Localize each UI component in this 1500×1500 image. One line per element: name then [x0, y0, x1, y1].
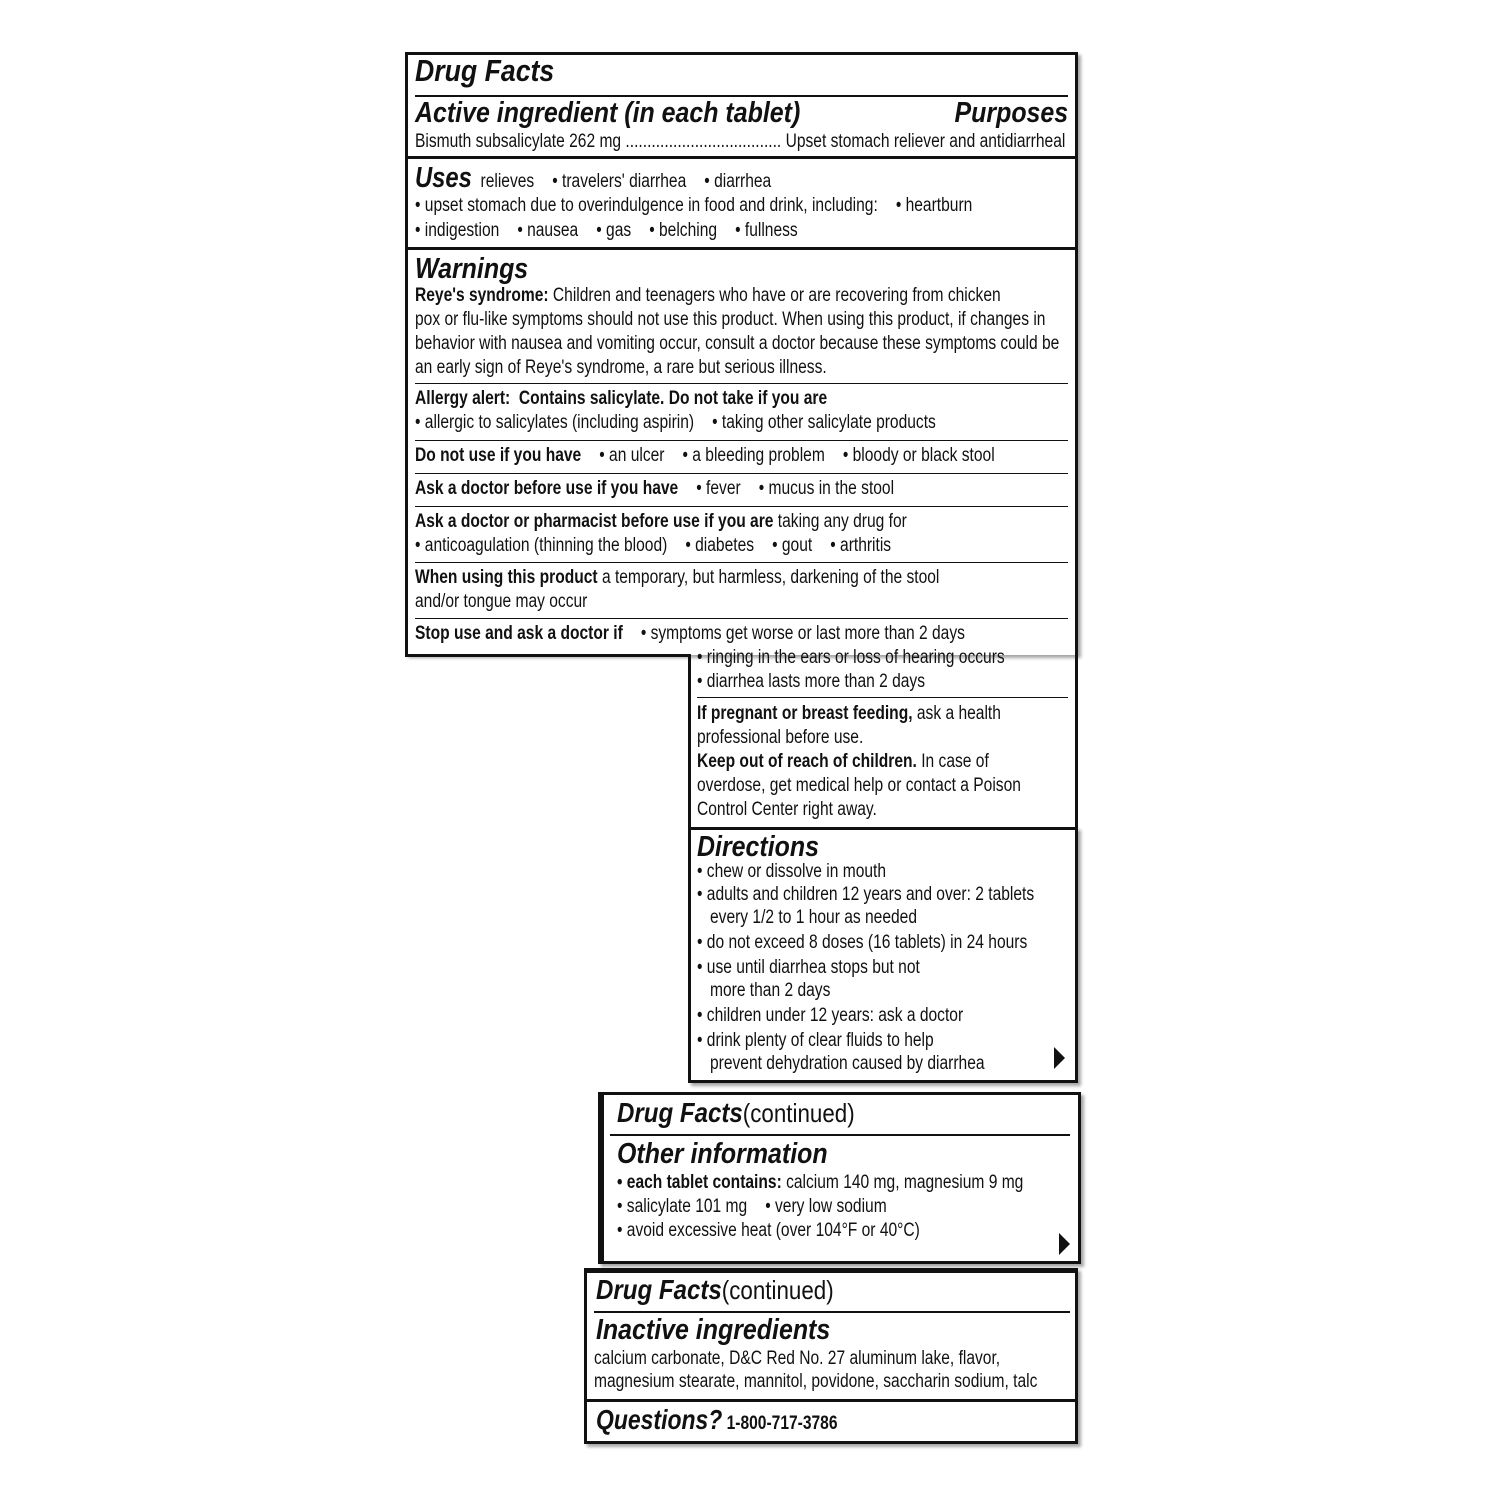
- label: If pregnant or breast feeding,: [697, 703, 913, 724]
- direction-item: • drink plenty of clear fluids to help: [697, 1030, 934, 1051]
- item: • very low sodium: [765, 1196, 887, 1217]
- purpose: Upset stomach reliever and antidiarrheal: [785, 131, 1066, 152]
- item: • salicylate 101 mg: [617, 1196, 748, 1217]
- item: • diabetes: [685, 535, 755, 556]
- label: When using this product: [415, 567, 598, 588]
- active-ingredient-row: [415, 131, 1065, 153]
- questions-line: [596, 1404, 838, 1436]
- item: • anticoagulation (thinning the blood): [415, 535, 668, 556]
- item: • mucus in the stool: [758, 478, 895, 499]
- divider: [584, 1399, 1078, 1402]
- use-item: • fullness: [735, 220, 798, 241]
- keep-out-line: overdose, get medical help or contact a Poison: [697, 775, 1021, 796]
- direction-item: • adults and children 12 years and over: 2 tablets: [697, 884, 1035, 905]
- other-info-line: • avoid excessive heat (over 104°F or 40°C): [617, 1220, 920, 1241]
- text: Allergy alert: Contains salicylate. Do not take if you are: [415, 388, 828, 409]
- text: a temporary, but harmless, darkening of the stool: [597, 567, 940, 588]
- questions-label: Questions?: [596, 1404, 723, 1435]
- ask-doctor-line: [415, 478, 894, 500]
- item: • an ulcer: [599, 445, 665, 466]
- divider: [405, 156, 1078, 159]
- direction-item: • children under 12 years: ask a doctor: [697, 1005, 964, 1026]
- divider: [697, 697, 1068, 698]
- use-item: • belching: [649, 220, 718, 241]
- divider: [415, 506, 1068, 507]
- divider: [610, 1134, 1070, 1136]
- use-item: • travelers' diarrhea: [552, 171, 687, 192]
- use-item: • indigestion: [415, 220, 500, 241]
- when-using-line: and/or tongue may occur: [415, 591, 588, 612]
- label: Stop use and ask a doctor if: [415, 623, 623, 644]
- item: • allergic to salicylates (including aspirin): [415, 412, 695, 433]
- uses-line-3: [415, 220, 798, 242]
- use-item: • nausea: [517, 220, 579, 241]
- ingredient: Bismuth subsalicylate 262 mg: [415, 131, 622, 152]
- allergy-items: [415, 412, 936, 434]
- leader-dots: ....................................: [625, 131, 782, 152]
- active-ingredient-heading: Active ingredient (in each tablet): [415, 97, 801, 129]
- inactive-line: magnesium stearate, mannitol, povidone, saccharin sodium, talc: [594, 1371, 1038, 1392]
- panel3-title: [596, 1273, 834, 1307]
- continue-arrow-icon: [1054, 1047, 1065, 1069]
- continue-arrow-icon: [1059, 1233, 1070, 1255]
- reyes-line: pox or flu-like symptoms should not use this product. When using this product, if changes in: [415, 309, 1046, 330]
- inactive-ingredients-heading: Inactive ingredients: [596, 1314, 831, 1346]
- divider: [415, 562, 1068, 563]
- label: Do not use if you have: [415, 445, 582, 466]
- panel-title: Drug Facts: [415, 53, 555, 88]
- divider: [415, 473, 1068, 474]
- label: • each tablet contains:: [617, 1172, 782, 1193]
- direction-item: • chew or dissolve in mouth: [697, 861, 887, 882]
- item: • bloody or black stool: [842, 445, 995, 466]
- stop-use-item: • diarrhea lasts more than 2 days: [697, 671, 926, 692]
- direction-item: more than 2 days: [697, 980, 831, 1001]
- use-item: • diarrhea: [704, 171, 772, 192]
- reyes-line: an early sign of Reye's syndrome, a rare but serious illness.: [415, 357, 827, 378]
- when-using-line: [415, 567, 939, 589]
- use-item: • upset stomach due to overindulgence in food and drink, including:: [415, 195, 878, 216]
- panel2-title: [617, 1096, 855, 1130]
- ask-pharmacist-items: [415, 535, 891, 557]
- use-item: • heartburn: [895, 195, 973, 216]
- divider: [405, 247, 1078, 250]
- item: • arthritis: [830, 535, 892, 556]
- direction-item: every 1/2 to 1 hour as needed: [697, 907, 918, 928]
- uses-line-1: [415, 162, 771, 194]
- label: Ask a doctor before use if you have: [415, 478, 679, 499]
- label: Ask a doctor or pharmacist before use if you are: [415, 511, 774, 532]
- direction-item: • use until diarrhea stops but not: [697, 957, 920, 978]
- inactive-line: calcium carbonate, D&C Red No. 27 aluminum lake, flavor,: [594, 1348, 1001, 1369]
- text: taking any drug for: [773, 511, 907, 532]
- purposes-heading: Purposes: [954, 97, 1068, 129]
- uses-heading: Uses: [415, 162, 472, 194]
- ask-pharmacist-line: [415, 511, 907, 533]
- item: • symptoms get worse or last more than 2 days: [640, 623, 965, 644]
- divider: [1075, 652, 1078, 830]
- allergy-label: [415, 388, 827, 410]
- keep-out-line: [697, 751, 989, 773]
- direction-item: prevent dehydration caused by diarrhea: [697, 1053, 985, 1074]
- reyes-line: [415, 285, 1001, 307]
- other-info-line: [617, 1196, 887, 1218]
- use-item: • gas: [596, 220, 632, 241]
- text: calcium 140 mg, magnesium 9 mg: [781, 1172, 1024, 1193]
- pregnant-line: professional before use.: [697, 727, 864, 748]
- keep-out-line: Control Center right away.: [697, 799, 877, 820]
- title: Drug Facts: [596, 1274, 722, 1305]
- phone-number: 1-800-717-3786: [726, 1413, 838, 1434]
- reyes-label: Reye's syndrome:: [415, 285, 549, 306]
- stop-use-line: [415, 623, 965, 645]
- item: • a bleeding problem: [682, 445, 825, 466]
- do-not-use-line: [415, 445, 995, 467]
- divider: [415, 440, 1068, 441]
- text: ask a health: [912, 703, 1001, 724]
- continued-label: (continued): [721, 1275, 834, 1305]
- uses-relieves: relieves: [480, 171, 535, 192]
- divider: [415, 618, 1068, 619]
- label: Keep out of reach of children.: [697, 751, 917, 772]
- other-info-line: [617, 1172, 1023, 1194]
- text: Children and teenagers who have or are recovering from chicken: [548, 285, 1001, 306]
- text: In case of: [916, 751, 989, 772]
- pregnant-line: [697, 703, 1001, 725]
- item: • fever: [696, 478, 741, 499]
- stop-use-item: • ringing in the ears or loss of hearing occurs: [697, 647, 1005, 668]
- divider: [405, 654, 691, 657]
- divider: [415, 383, 1068, 384]
- item: • gout: [772, 535, 813, 556]
- other-information-heading: Other information: [617, 1138, 828, 1170]
- title: Drug Facts: [617, 1097, 743, 1128]
- continued-label: (continued): [742, 1098, 855, 1128]
- divider: [688, 654, 691, 830]
- reyes-line: behavior with nausea and vomiting occur, consult a doctor because these symptoms could be: [415, 333, 1060, 354]
- item: • taking other salicylate products: [712, 412, 936, 433]
- directions-heading: Directions: [697, 831, 819, 863]
- warnings-heading: Warnings: [415, 253, 529, 285]
- uses-line-2: [415, 195, 972, 217]
- direction-item: • do not exceed 8 doses (16 tablets) in 24 hours: [697, 932, 1028, 953]
